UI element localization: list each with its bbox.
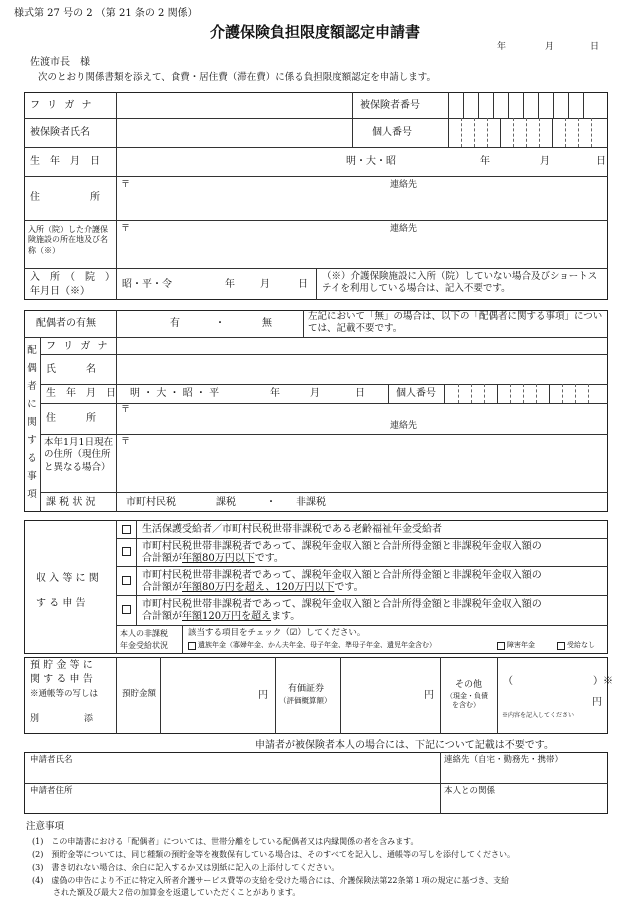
form-number: 様式第 27 号の 2 （第 21 条の 2 関係） [14,8,198,19]
spouse-address-label: 住 所 [46,413,96,424]
spouse-presence-yes[interactable]: 有 [170,318,180,329]
spouse-dob-era: 明 ・ 大 ・ 昭 ・ 平 [130,388,220,399]
income-option-3-line-2: 合計額が年額80万円を超え、120万円以下です。 [142,582,364,593]
securities-sublabel: （評価概算額） [279,696,332,705]
spouse-presence-label: 配偶者の有無 [36,318,96,329]
insured-number-label: 被保険者番号 [360,100,420,111]
other-sublabel-2: を含む） [452,701,480,709]
insured-personal-number-label: 個人番号 [372,127,412,138]
insured-dob-month: 月 [540,156,550,167]
insured-dob-year: 年 [480,156,490,167]
admission-label-2: 年月日（※） [30,286,90,297]
note-4-line-2: された額及び最大２倍の加算金を返還していただくことがあります。 [53,888,301,897]
income-option-4-line-1: 市町村民税世帯非課税者であって、課税年金収入額と合計所得金額と非課税年金収入額の [142,599,542,610]
facility-label: 入所（院）した介護保険施設の所在地及び名称（※） [28,225,108,255]
securities-unit: 円 [424,690,434,701]
spouse-dob-day: 日 [355,388,365,399]
admission-label-1: 入 所 （ 院 ） [30,272,115,283]
spouse-postal-mark: 〒 [121,405,131,415]
admission-note: （※）介護保険施設に入所（院）していない場合及びショートステイを利用している場合は、記入不要です。 [322,271,598,295]
insured-contact-label: 連絡先 [390,180,418,190]
other-content-field[interactable]: （ ）※ [503,676,613,687]
pension-label-2: 年金受給状況 [120,641,168,650]
note-2: (2) 預貯金等については、同じ種類の預貯金等を複数保有している場合は、そのすべてを記入し、通帳等の写しを添付してください。 [32,850,516,859]
insured-postal-mark: 〒 [121,180,131,190]
insured-name-label: 被保険者氏名 [30,127,90,138]
income-option-2-checkbox[interactable] [122,547,131,556]
spouse-personal-number-label: 個人番号 [396,388,436,399]
applicant-note: 申請者が被保険者本人の場合には、下記について記載は不要です。 [255,740,554,751]
income-option-3-checkbox[interactable] [122,576,131,585]
admission-month: 月 [260,279,270,290]
pension-option-2-checkbox[interactable] [497,642,505,650]
notes-title: 注意事項 [26,821,65,832]
pension-option-3-text: 受給なし [567,641,595,649]
admission-day: 日 [298,279,308,290]
spouse-side-label: 配偶者に関する事項 [27,345,37,500]
income-option-1-text: 生活保護受給者／市町村民税世帯非課税である老齢福祉年金受給者 [142,524,442,535]
deposit-label: 預貯金額 [122,689,157,699]
pension-option-1-checkbox[interactable] [188,642,196,650]
pension-check-instruction: 該当する項目をチェック（☑）してください。 [188,628,366,638]
income-option-4-checkbox[interactable] [122,605,131,614]
income-label-1: 収 入 等 に 関 [36,573,99,584]
addressee: 佐渡市長 様 [30,57,90,68]
date-year-label: 年 [497,42,507,52]
insured-dob-day: 日 [596,156,606,167]
applicant-relation-label: 本人との関係 [444,786,496,796]
admission-era: 昭・平・令 [122,279,172,290]
applicant-name-label: 申請者氏名 [30,755,73,765]
other-unit: 円 [592,697,602,708]
spouse-tax-value[interactable]: 市町村民税 課税 ・ 非課税 [126,497,326,508]
spouse-dob-month: 月 [310,388,320,399]
insured-dob-era: 明・大・昭 [346,156,396,167]
pension-option-3-checkbox[interactable] [557,642,565,650]
spouse-presence-note: 左記において「無」の場合は、以下の「配偶者に関する事項」については、記載不要です。 [308,311,603,335]
intro-text: 次のとおり関係書類を添えて、食費・居住費（滞在費）に係る負担限度額認定を申請します。 [38,72,437,83]
facility-contact-label: 連絡先 [390,224,418,234]
savings-label-3: ※通帳等の写しは [30,689,99,699]
pension-option-2-text: 障害年金 [507,641,535,649]
pension-option-1-text: 遺族年金（寡婦年金、かん夫年金、母子年金、準母子年金、遺児年金含む） [198,641,436,649]
applicant-contact-label: 連絡先（自宅・勤務先・携帯） [444,755,564,765]
income-option-3-line-1: 市町村民税世帯非課税者であって、課税年金収入額と合計所得金額と非課税年金収入額の [142,570,542,581]
form-title: 介護保険負担限度額認定申請書 [209,23,420,41]
spouse-jan1-label: 本年1月1日現在の住所（現住所と異なる場合） [44,437,114,473]
date-day-label: 日 [590,42,600,52]
savings-label-4: 別 添 [30,714,94,724]
income-option-4-line-2: 合計額が年額120万円を超えます。 [142,611,301,622]
note-4-line-1: (4) 虚偽の申告により不正に特定入所者介護サービス費等の支給を受けた場合には、介護保険法第22条第１項の規定に基づき、支給 [32,876,510,885]
insured-address-label: 住 所 [30,192,100,203]
date-month-label: 月 [545,42,555,52]
other-label: その他 [455,680,483,690]
other-sublabel-1: （現金・負債 [446,692,488,700]
income-label-2: す る 申 告 [36,598,86,609]
income-option-1-checkbox[interactable] [122,525,131,534]
admission-year: 年 [225,279,235,290]
spouse-jan1-postal-mark: 〒 [121,437,131,447]
spouse-name-label: 氏 名 [46,364,96,375]
savings-label-2: 関 す る 申 告 [30,674,93,685]
spouse-furigana-label: フ リ ガ ナ [46,341,110,352]
facility-postal-mark: 〒 [121,224,131,234]
spouse-section [24,310,608,512]
applicant-address-label: 申請者住所 [30,786,73,796]
income-option-2-line-1: 市町村民税世帯非課税者であって、課税年金収入額と合計所得金額と非課税年金収入額の [142,541,542,552]
note-1: (1) この申請書における「配偶者」については、世帯分離をしている配偶者又は内縁関係の者を含みます。 [32,837,419,846]
spouse-contact-label: 連絡先 [390,421,418,431]
deposit-unit: 円 [258,690,268,701]
income-option-2-line-2: 合計額が年額80万円以下です。 [142,553,284,564]
savings-label-1: 預 貯 金 等 に [30,660,93,671]
insured-furigana-label: フ リ ガ ナ [30,100,94,111]
securities-label: 有価証券 [288,684,325,694]
spouse-presence-separator: ・ [215,318,225,329]
spouse-tax-label: 課 税 状 況 [46,497,96,508]
insured-dob-label: 生 年 月 日 [30,156,100,167]
spouse-presence-no[interactable]: 無 [262,318,272,329]
note-3: (3) 書き切れない場合は、余白に記入するか又は別紙に記入の上添付してください。 [32,863,340,872]
spouse-dob-label: 生 年 月 日 [46,388,116,399]
spouse-dob-year: 年 [270,388,280,399]
pension-label-1: 本人の非課税 [120,629,168,638]
other-note: ※内容を記入してください [502,712,575,719]
